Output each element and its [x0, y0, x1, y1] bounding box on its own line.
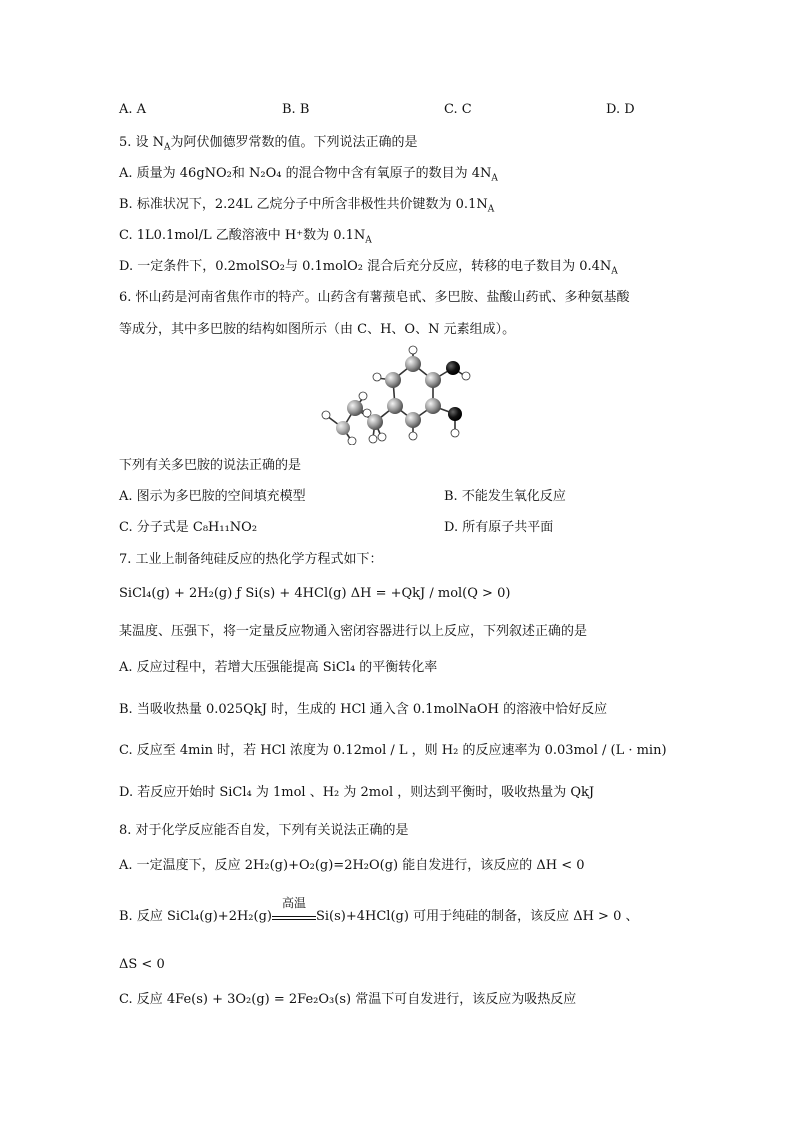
q8-option-c: C. 反应 4Fe(s) + 3O₂(g) = 2Fe₂O₃(s) 常温下可自发进行，该反应为吸热反应: [119, 992, 577, 1007]
q7-context: 某温度、压强下，将一定量反应物通入密闭容器进行以上反应，下列叙述正确的是: [119, 624, 588, 639]
dopamine-molecule-model: [315, 340, 485, 445]
q7-option-d: D. 若反应开始时 SiCl₄ 为 1mol 、H₂ 为 2mol ，则达到平衡时，吸收热量为 QkJ: [119, 785, 595, 800]
q6-option-b: B. 不能发生氧化反应: [444, 489, 566, 504]
q4-option-c: C. C: [444, 102, 472, 117]
q8-option-b-continued: ΔS < 0: [119, 957, 165, 972]
q6-stem-line2: 等成分，其中多巴胺的结构如图所示（由 C、H、O、N 元素组成）。: [119, 322, 516, 337]
q8-stem: 8. 对于化学反应能否自发，下列有关说法正确的是: [119, 823, 409, 838]
q5-option-c: C. 1L0.1mol/L 乙酸溶液中 H⁺数为 $0.1N_A$: [119, 228, 372, 246]
q6-option-a: A. 图示为多巴胺的空间填充模型: [119, 489, 306, 504]
q6-option-c: C. 分子式是 C₈H₁₁NO₂: [119, 520, 258, 535]
q5-stem: 5. 设 $N_A$为阿伏伽德罗常数的值。下列说法正确的是: [119, 135, 418, 153]
q8-option-a: A. 一定温度下，反应 2H₂(g)+O₂(g)=2H₂O(g) 能自发进行，该反应的 ΔH < 0: [119, 858, 585, 873]
q7-option-a: A. 反应过程中，若增大压强能提高 SiCl₄ 的平衡转化率: [119, 660, 438, 675]
reaction-arrow-with-condition: 高温: [272, 907, 316, 920]
q6-option-d: D. 所有原子共平面: [444, 520, 554, 535]
q4-option-a: A. A: [119, 102, 147, 117]
q5-option-b: B. 标准状况下，2.24L 乙烷分子中所含非极性共价键数为 $0.1N_A$: [119, 197, 495, 215]
q7-option-c: C. 反应至 4min 时，若 HCl 浓度为 0.12mol / L ，则 H₂ 的反应速率为 0.03mol / (L · min): [119, 743, 667, 758]
q5-option-d: D. 一定条件下，0.2molSO₂与 0.1molO₂ 混合后充分反应，转移的电子数目为 $0.4N_A$: [119, 259, 618, 277]
q4-option-b: B. B: [282, 102, 310, 117]
q5-option-a: A. 质量为 46gNO₂和 N₂O₄ 的混合物中含有氧原子的数目为 $4N_A$: [119, 166, 498, 184]
q7-option-b: B. 当吸收热量 0.025QkJ 时，生成的 HCl 通入含 0.1molNaOH 的溶液中恰好反应: [119, 702, 608, 717]
q4-option-d: D. D: [606, 102, 635, 117]
q6-stem-line1: 6. 怀山药是河南省焦作市的特产。山药含有薯蓣皂甙、多巴胺、盐酸山药甙、多种氨基酸: [119, 290, 630, 305]
q6-question: 下列有关多巴胺的说法正确的是: [119, 458, 302, 473]
q7-stem: 7. 工业上制备纯硅反应的热化学方程式如下：: [119, 552, 383, 567]
q7-equation: SiCl₄(g) + 2H₂(g) ƒ Si(s) + 4HCl(g) ΔH = +QkJ / mol(Q > 0): [119, 586, 511, 601]
q8-option-b: B. 反应 SiCl₄(g)+2H₂(g) 高温 Si(s)+4HCl(g) 可用于纯硅的制备，该反应 ΔH > 0 、: [119, 896, 639, 924]
